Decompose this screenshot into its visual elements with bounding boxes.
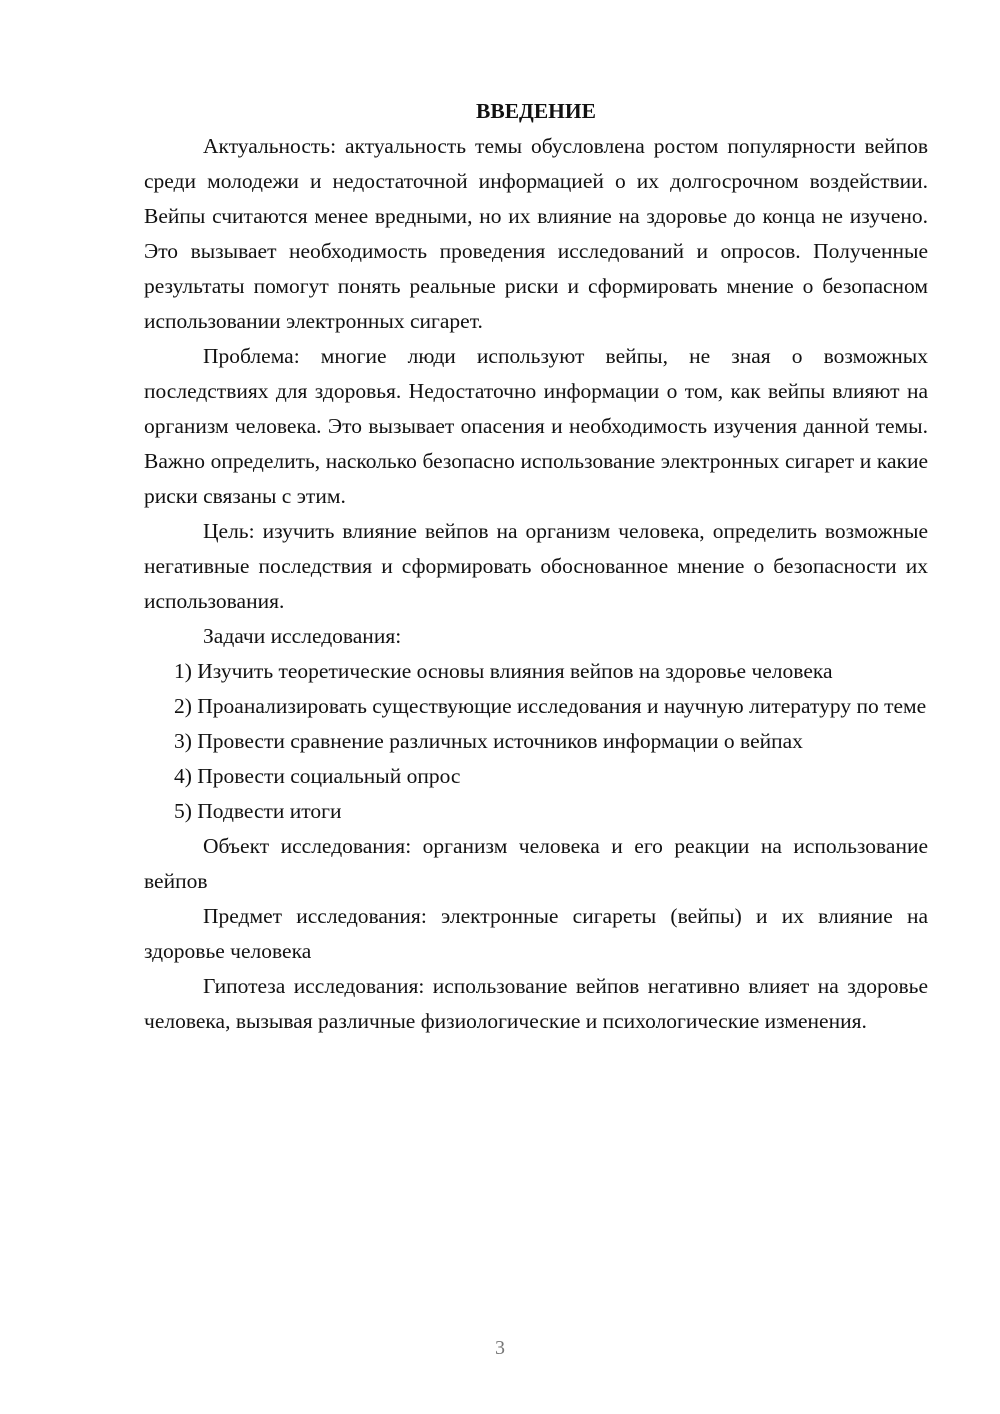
task-item: 5) Подвести итоги [174,799,342,823]
page-title: ВВЕДЕНИЕ [476,99,596,123]
object-paragraph: Объект исследования: организм человека и его реакции на использование вейпов [144,834,928,893]
task-item: 3) Провести сравнение различных источников информации о вейпах [174,729,803,753]
task-item: 4) Провести социальный опрос [174,764,461,788]
problem-paragraph: Проблема: многие люди используют вейпы, не зная о возможных последствиях для здоровья. Недостаточно информации о том, как вейпы влияют на организм человека. Это вызывает опасения и необходимость изучения данной темы. Важно определить, насколько безопасно использование электронных сигарет и какие риски связаны с этим. [144,344,928,508]
task-item: 2) Проанализировать существующие исследования и научную литературу по теме [174,694,927,718]
hypothesis-paragraph: Гипотеза исследования: использование вейпов негативно влияет на здоровье человека, вызывая различные физиологические и психологические изменения. [144,974,928,1033]
goal-paragraph: Цель: изучить влияние вейпов на организм человека, определить возможные негативные последствия и сформировать обоснованное мнение о безопасности их использования. [144,519,928,613]
task-item: 1) Изучить теоретические основы влияния вейпов на здоровье человека [174,659,833,683]
subject-paragraph: Предмет исследования: электронные сигареты (вейпы) и их влияние на здоровье человека [144,904,928,963]
tasks-heading: Задачи исследования: [203,624,402,648]
relevance-paragraph: Актуальность: актуальность темы обусловлена ростом популярности вейпов среди молодежи и недостаточной информацией о их долгосрочном воздействии. Вейпы считаются менее вредными, но их влияние на здоровье до конца не изучено. Это вызывает необходимость проведения исследований и опросов. Полученные результаты помогут понять реальные риски и сформировать мнение о безопасном использовании электронных сигарет. [144,134,928,333]
page-number: 3 [495,1337,505,1359]
text-column [144,94,928,1039]
